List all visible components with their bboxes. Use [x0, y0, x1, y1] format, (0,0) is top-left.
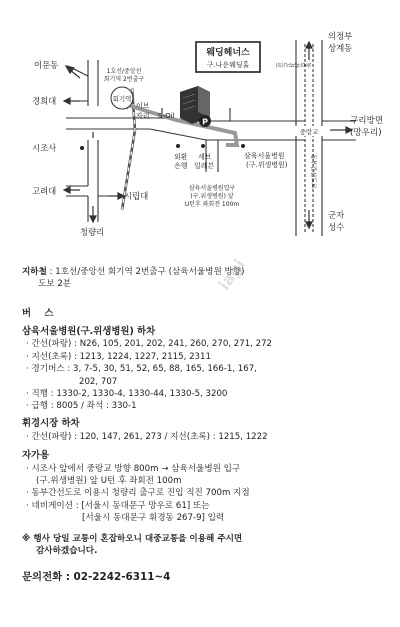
hospital-label-1: 삼육서울병원 [244, 152, 285, 160]
place-uijeongbu: 의정부 [328, 31, 353, 41]
seibu-marker [201, 144, 205, 148]
place-kyunghee: 경희대 [32, 96, 57, 106]
parking-label: P [202, 117, 208, 127]
entrance-note-3: U턴후 좌회전 100m [184, 201, 240, 208]
station-note-line2: 회기역 2번출구 [103, 76, 145, 83]
place-sirip: 시립대 [124, 191, 149, 201]
bank-marker [176, 144, 180, 148]
subway-walk: 도보 2분 [38, 279, 72, 290]
notice-line-1: ※ 행사 당일 교통이 혼잡하오니 대중교통을 이용해 주시면 [22, 533, 243, 544]
bus-stop-2: 휘경시장 하차 [22, 417, 80, 429]
car-direction-2: · 동부간선도로 이용시 청량리 출구로 진입 직진 700m 지점 [26, 488, 250, 499]
bridge-label: 중랑교 [299, 128, 319, 136]
car-direction-1b: (구.위생병원) 앞 U턴 후 좌회전 100m [36, 476, 182, 487]
landmark-eve: 이브 [136, 102, 150, 110]
venue-name: 웨딩헤너스 [206, 48, 250, 58]
bus-branch: · 지선(초록) : 1213, 1224, 1227, 2115, 2311 [26, 351, 211, 362]
notice-line-2: 감사하겠습니다. [36, 546, 98, 557]
place-imundong: 이문동 [34, 60, 59, 70]
bus-stop-2-detail: · 간선(파랑) : 120, 147, 261, 273 / 지선(초록) : 1215, 1222 [26, 431, 268, 442]
bus-express: · 급행 : 8005 / 좌석 : 330-1 [26, 401, 137, 412]
car-navigation-2: [서울시 동대문구 휘경동 267-9] 입력 [82, 513, 225, 524]
car-navigation-1: · 네비게이션 : [서울시 동대문구 망우로 61] 또는 [26, 500, 210, 511]
watermark: iagi [214, 255, 249, 294]
place-guri-2: (망우리) [350, 128, 382, 138]
station-label: 회기역 [112, 95, 132, 103]
bank-label-1: 외환 [174, 153, 188, 161]
bank-label-2: 은행 [174, 162, 188, 170]
place-sangye: 상계동 [328, 43, 353, 53]
car-title: 자가용 [22, 449, 50, 461]
landmark-jari: 자리 [136, 112, 150, 120]
entrance-note-2: (구.위생병원) 앞 [190, 193, 234, 200]
bus-title: 버 스 [22, 307, 59, 319]
subway-line [22, 266, 388, 278]
place-gunja: 군자 [328, 210, 345, 220]
place-sisa: 시조사 [32, 143, 57, 153]
place-seongsu: 성수 [328, 222, 345, 232]
location-map [0, 0, 400, 258]
bus-direct: · 직행 : 1330-2, 1330-4, 1330-44, 1330-5, 3200 [26, 388, 228, 399]
subway-detail: : 1호선/중앙선 회기역 2번출구 (삼육서울병원 방향) [46, 267, 245, 277]
hospital-marker [241, 144, 245, 148]
seibu-label-2: 일레븐 [194, 162, 215, 170]
subway-section [22, 266, 388, 291]
expressway-label-bottom: 동부간선도로 [309, 154, 317, 189]
landmark-soil: S-Oil [158, 112, 175, 120]
subway-label: 지하철 [22, 267, 47, 277]
venue-subname: 구.나운웨딩홀 [206, 61, 250, 69]
bus-gyeonggi-2: 202, 707 [79, 376, 118, 387]
bus-gyeonggi-1: · 경기버스 : 3, 7-5, 30, 51, 52, 65, 88, 165, 166-1, 167, [26, 364, 257, 375]
car-direction-1a: · 시조사 앞에서 중랑교 방향 800m → 삼육서울병원 입구 [26, 463, 241, 474]
bus-stop-1: 삼육서울병원(구.위생병원) 하차 [22, 325, 156, 337]
station-note-line1: 1호선/중앙선 [106, 68, 142, 75]
place-cheongnyangni: 청량리 [80, 227, 105, 237]
hospital-label-2: (구.위생병원) [246, 161, 288, 169]
place-guri-1: 구리방면 [350, 116, 384, 126]
entrance-note-1: 삼육서울병원입구 [188, 185, 236, 192]
contact-phone: 문의전화 : 02-2242-6311~4 [22, 570, 171, 583]
expressway-label-top: 동부간선도로 [275, 60, 312, 68]
sisa-marker [80, 146, 84, 150]
expressway-label-bg-top [306, 60, 313, 120]
seibu-label-1: 세브 [198, 153, 212, 161]
directions-info [22, 266, 388, 585]
place-korea-univ: 고려대 [32, 186, 57, 196]
bus-trunk: · 간선(파랑) : N26, 105, 201, 202, 241, 260, 270, 271, 272 [26, 339, 273, 350]
